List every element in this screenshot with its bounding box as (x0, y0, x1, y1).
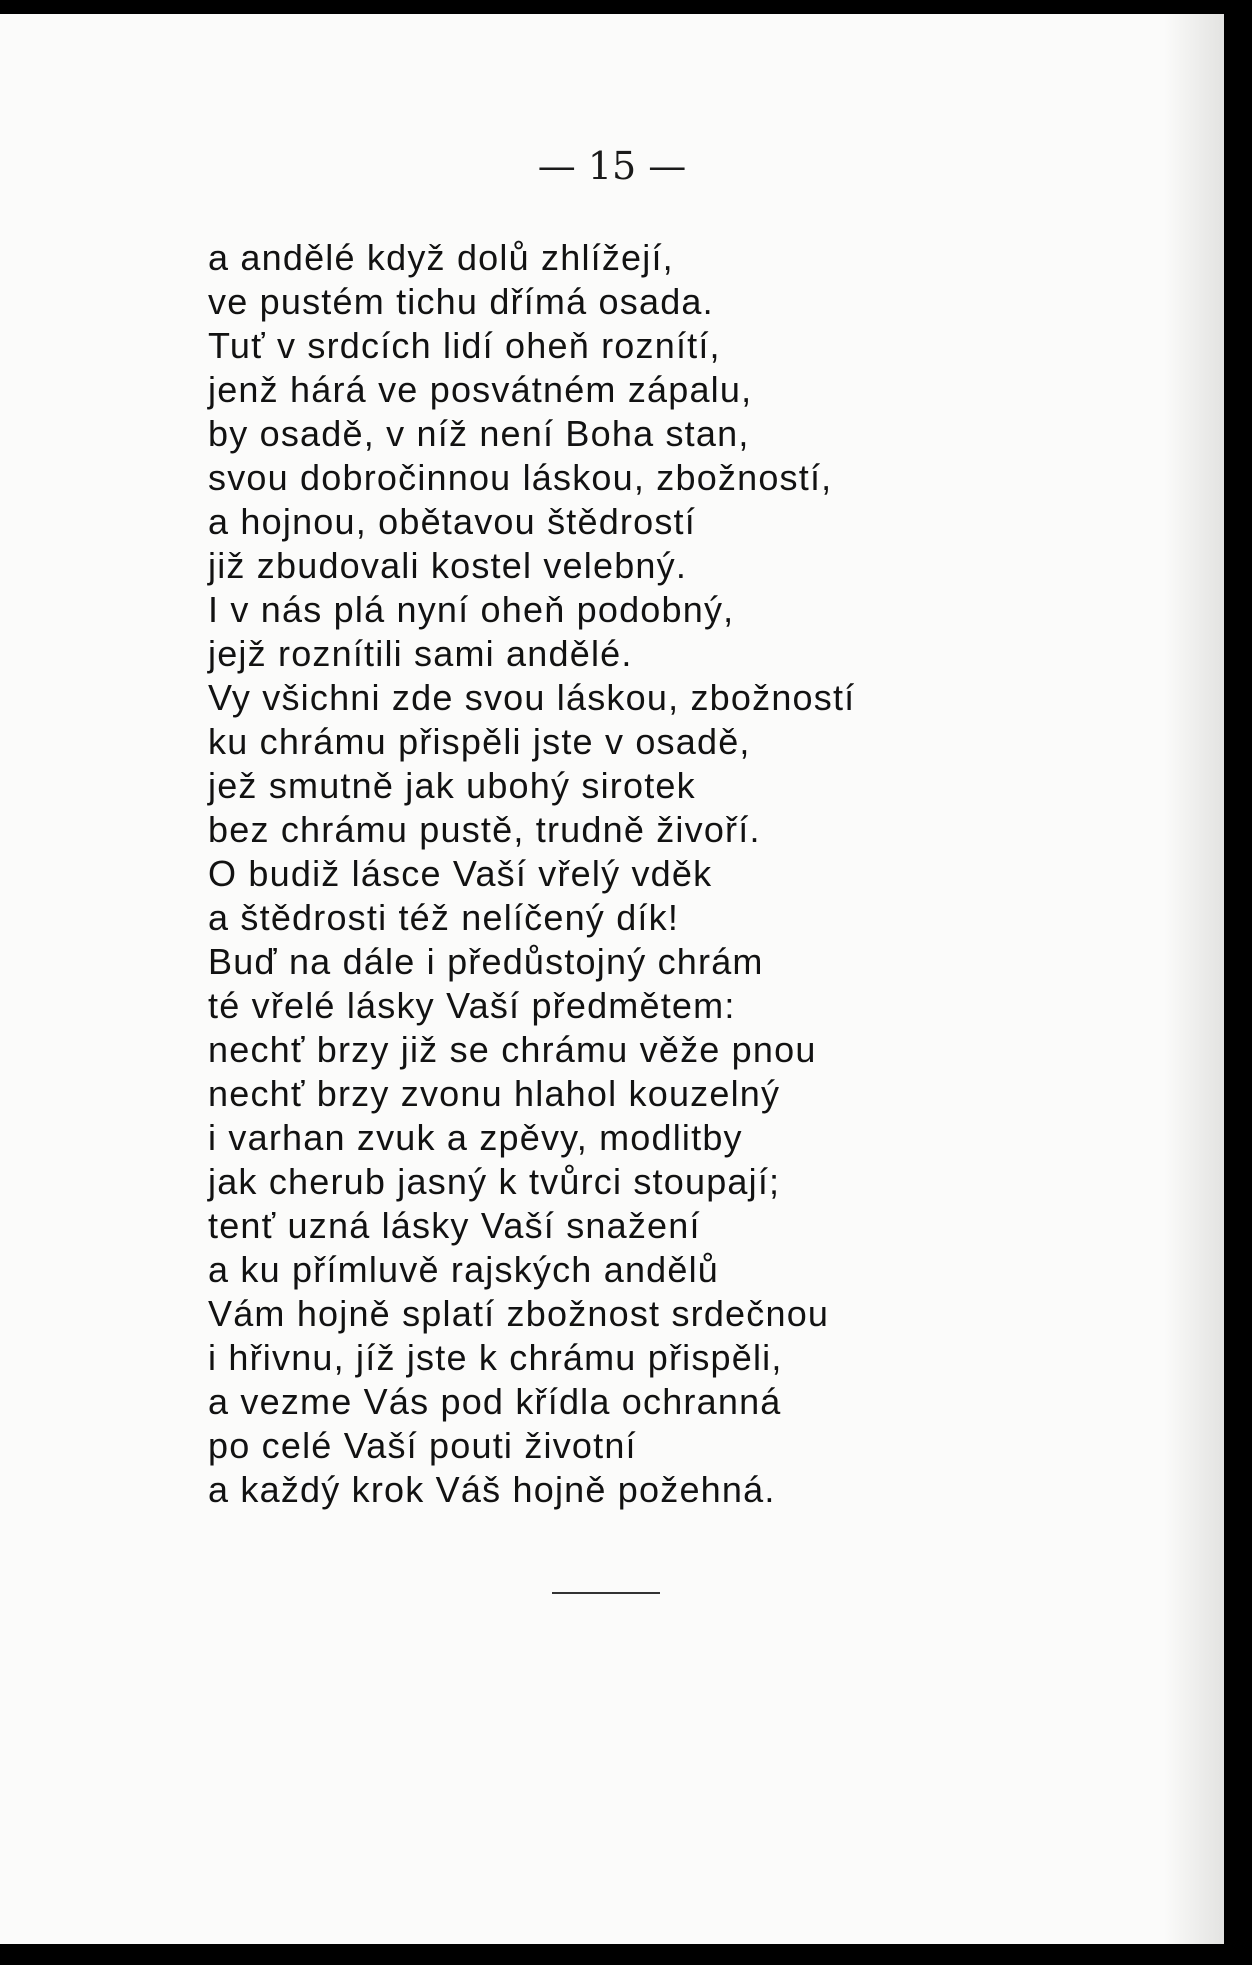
book-page (0, 14, 1224, 1944)
poem-line: I v nás plá nyní oheň podobný, (208, 589, 735, 630)
poem-line: svou dobročinnou láskou, zbožností, (208, 457, 833, 498)
poem-line: jejž roznítili sami andělé. (208, 633, 633, 674)
poem-text (208, 236, 855, 1512)
poem-line: a štědrosti též nelíčený dík! (208, 897, 680, 938)
poem-line: ku chrámu přispěli jste v osadě, (208, 721, 751, 762)
poem-line: i hřivnu, jíž jste k chrámu přispěli, (208, 1337, 783, 1378)
poem-line: jež smutně jak ubohý sirotek (208, 765, 696, 806)
poem-line: tenť uzná lásky Vaší snažení (208, 1205, 701, 1246)
poem-line: Tuť v srdcích lidí oheň roznítí, (208, 325, 721, 366)
page-edge-shadow (1164, 14, 1224, 1944)
poem-line: i varhan zvuk a zpěvy, modlitby (208, 1117, 743, 1158)
poem-line: ve pustém tichu dřímá osada. (208, 281, 714, 322)
poem-line: Buď na dále i předůstojný chrám (208, 941, 764, 982)
poem-line: jak cherub jasný k tvůrci stoupají; (208, 1161, 781, 1202)
poem-line: bez chrámu pustě, trudně živoří. (208, 809, 761, 850)
poem-line: nechť brzy již se chrámu věže pnou (208, 1029, 817, 1070)
poem-line: již zbudovali kostel velebný. (208, 545, 688, 586)
poem-line: a andělé když dolů zhlížejí, (208, 237, 674, 278)
poem-line: po celé Vaší pouti životní (208, 1425, 637, 1466)
poem-line: nechť brzy zvonu hlahol kouzelný (208, 1073, 781, 1114)
poem-line: Vám hojně splatí zbožnost srdečnou (208, 1293, 830, 1334)
end-rule-divider (552, 1592, 660, 1594)
poem-line: a každý krok Váš hojně požehná. (208, 1469, 776, 1510)
page-number: — 15 — (537, 144, 687, 188)
poem-line: jenž hárá ve posvátném zápalu, (208, 369, 753, 410)
poem-line: O budiž lásce Vaší vřelý vděk (208, 853, 713, 894)
poem-line: Vy všichni zde svou láskou, zbožností (208, 677, 856, 718)
poem-line: a hojnou, obětavou štědrostí (208, 501, 696, 542)
poem-line: by osadě, v níž není Boha stan, (208, 413, 750, 454)
poem-line: a vezme Vás pod křídla ochranná (208, 1381, 782, 1422)
poem-line: té vřelé lásky Vaší předmětem: (208, 985, 736, 1026)
poem-line: a ku přímluvě rajských andělů (208, 1249, 720, 1290)
